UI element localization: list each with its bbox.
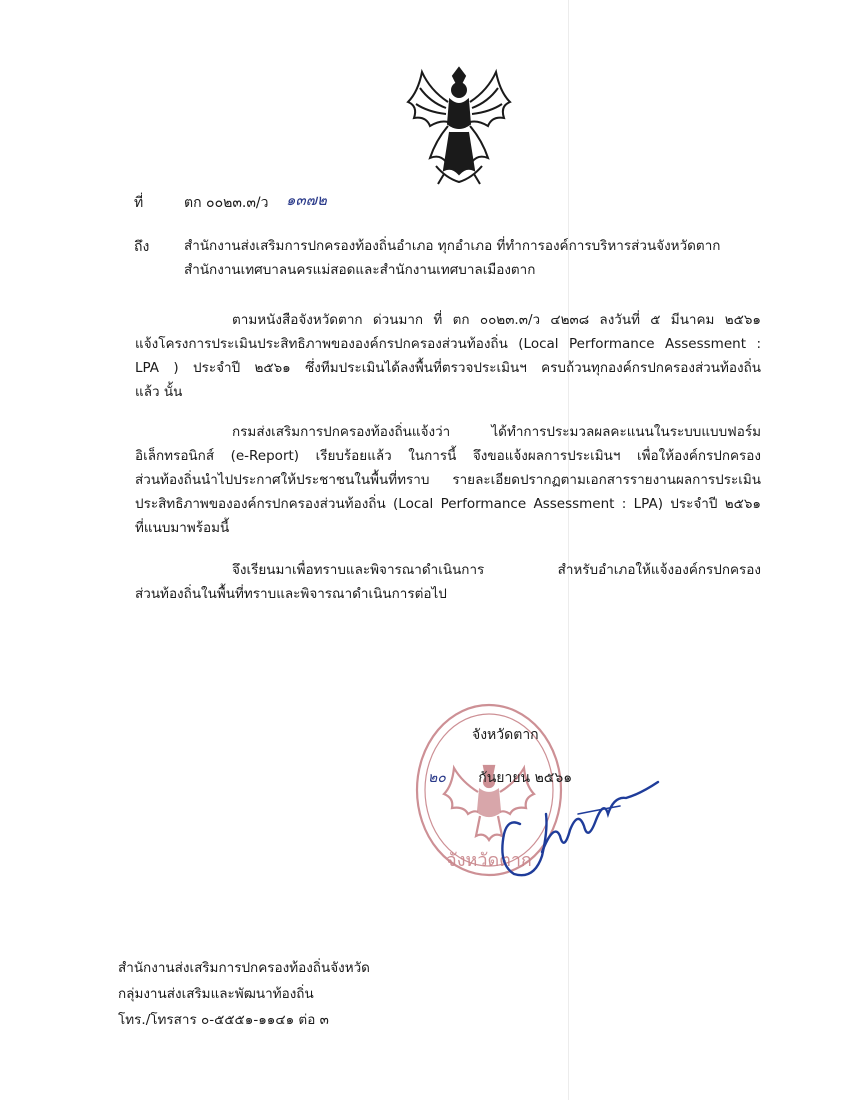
footer-office-line-2: กลุ่มงานส่งเสริมและพัฒนาท้องถิ่น	[118, 986, 314, 1002]
paragraph-line: ส่วนท้องถิ่นนำไปประกาศให้ประชาชนในพื้นที่ทราบ รายละเอียดปรากฏตามเอกสารรายงานผลการประเมิน	[135, 472, 761, 488]
paragraph-line: ส่วนท้องถิ่นในพื้นที่ทราบและพิจารณาดำเนินการต่อไป	[135, 586, 447, 602]
paragraph-line: แล้ว นั้น	[135, 384, 183, 400]
footer-office-line-1: สำนักงานส่งเสริมการปกครองท้องถิ่นจังหวัด	[118, 960, 370, 976]
paragraph-line: อิเล็กทรอนิกส์ (e-Report) เรียบร้อยแล้ว ในการนี้ จึงขอแจ้งผลการประเมินฯ เพื่อให้องค์กรปกครอง	[135, 448, 761, 464]
addressee-line-2: สำนักงานเทศบาลนครแม่สอดและสำนักงานเทศบาลเมืองตาก	[184, 262, 536, 278]
garuda-emblem-icon	[400, 62, 518, 188]
addressee-label: ถึง	[134, 239, 150, 255]
handwritten-signature	[468, 752, 668, 892]
footer-phone-fax: โทร./โทรสาร ๐-๕๕๕๑-๑๑๔๑ ต่อ ๓	[118, 1012, 329, 1028]
signature-day-handwritten: ๒๐	[428, 770, 446, 786]
reference-label: ที่	[134, 195, 144, 211]
paragraph-line: LPA ) ประจำปี ๒๕๖๑ ซึ่งทีมประเมินได้ลงพื้นที่ตรวจประเมินฯ ครบถ้วนทุกองค์กรปกครองส่วนท้องถิ่น	[135, 360, 761, 376]
page-fold-line	[568, 0, 569, 1100]
paragraph-line: ที่แนบมาพร้อมนี้	[135, 520, 230, 536]
paragraph-line: จึงเรียนมาเพื่อทราบและพิจารณาดำเนินการ สำหรับอำเภอให้แจ้งองค์กรปกครอง	[232, 562, 761, 578]
addressee-line-1: สำนักงานส่งเสริมการปกครองท้องถิ่นอำเภอ ทุกอำเภอ ที่ทำการองค์การบริหารส่วนจังหวัดตาก	[184, 238, 721, 254]
signer-office: จังหวัดตาก	[472, 727, 539, 743]
paragraph-line: แจ้งโครงการประเมินประสิทธิภาพขององค์กรปกครองส่วนท้องถิ่น (Local Performance Assessment :	[135, 336, 761, 352]
paragraph-line: ตามหนังสือจังหวัดตาก ด่วนมาก ที่ ตก ๐๐๒๓.๓/ว ๔๒๓๘ ลงวันที่ ๕ มีนาคม ๒๕๖๑	[232, 312, 761, 328]
paragraph-line: ประสิทธิภาพขององค์กรปกครองส่วนท้องถิ่น (Local Performance Assessment : LPA) ประจำปี ๒๕๖๑	[135, 496, 761, 512]
reference-handwritten-number: ๑๓๗๒	[286, 191, 327, 209]
reference-number: ตก ๐๐๒๓.๓/ว	[184, 195, 269, 211]
signature-month-year: กันยายน ๒๕๖๑	[478, 770, 573, 786]
seal-text: จังหวัดตาก	[446, 850, 532, 871]
paragraph-line: กรมส่งเสริมการปกครองท้องถิ่นแจ้งว่า ได้ทำการประมวลผลคะแนนในระบบแบบฟอร์ม	[232, 424, 761, 440]
